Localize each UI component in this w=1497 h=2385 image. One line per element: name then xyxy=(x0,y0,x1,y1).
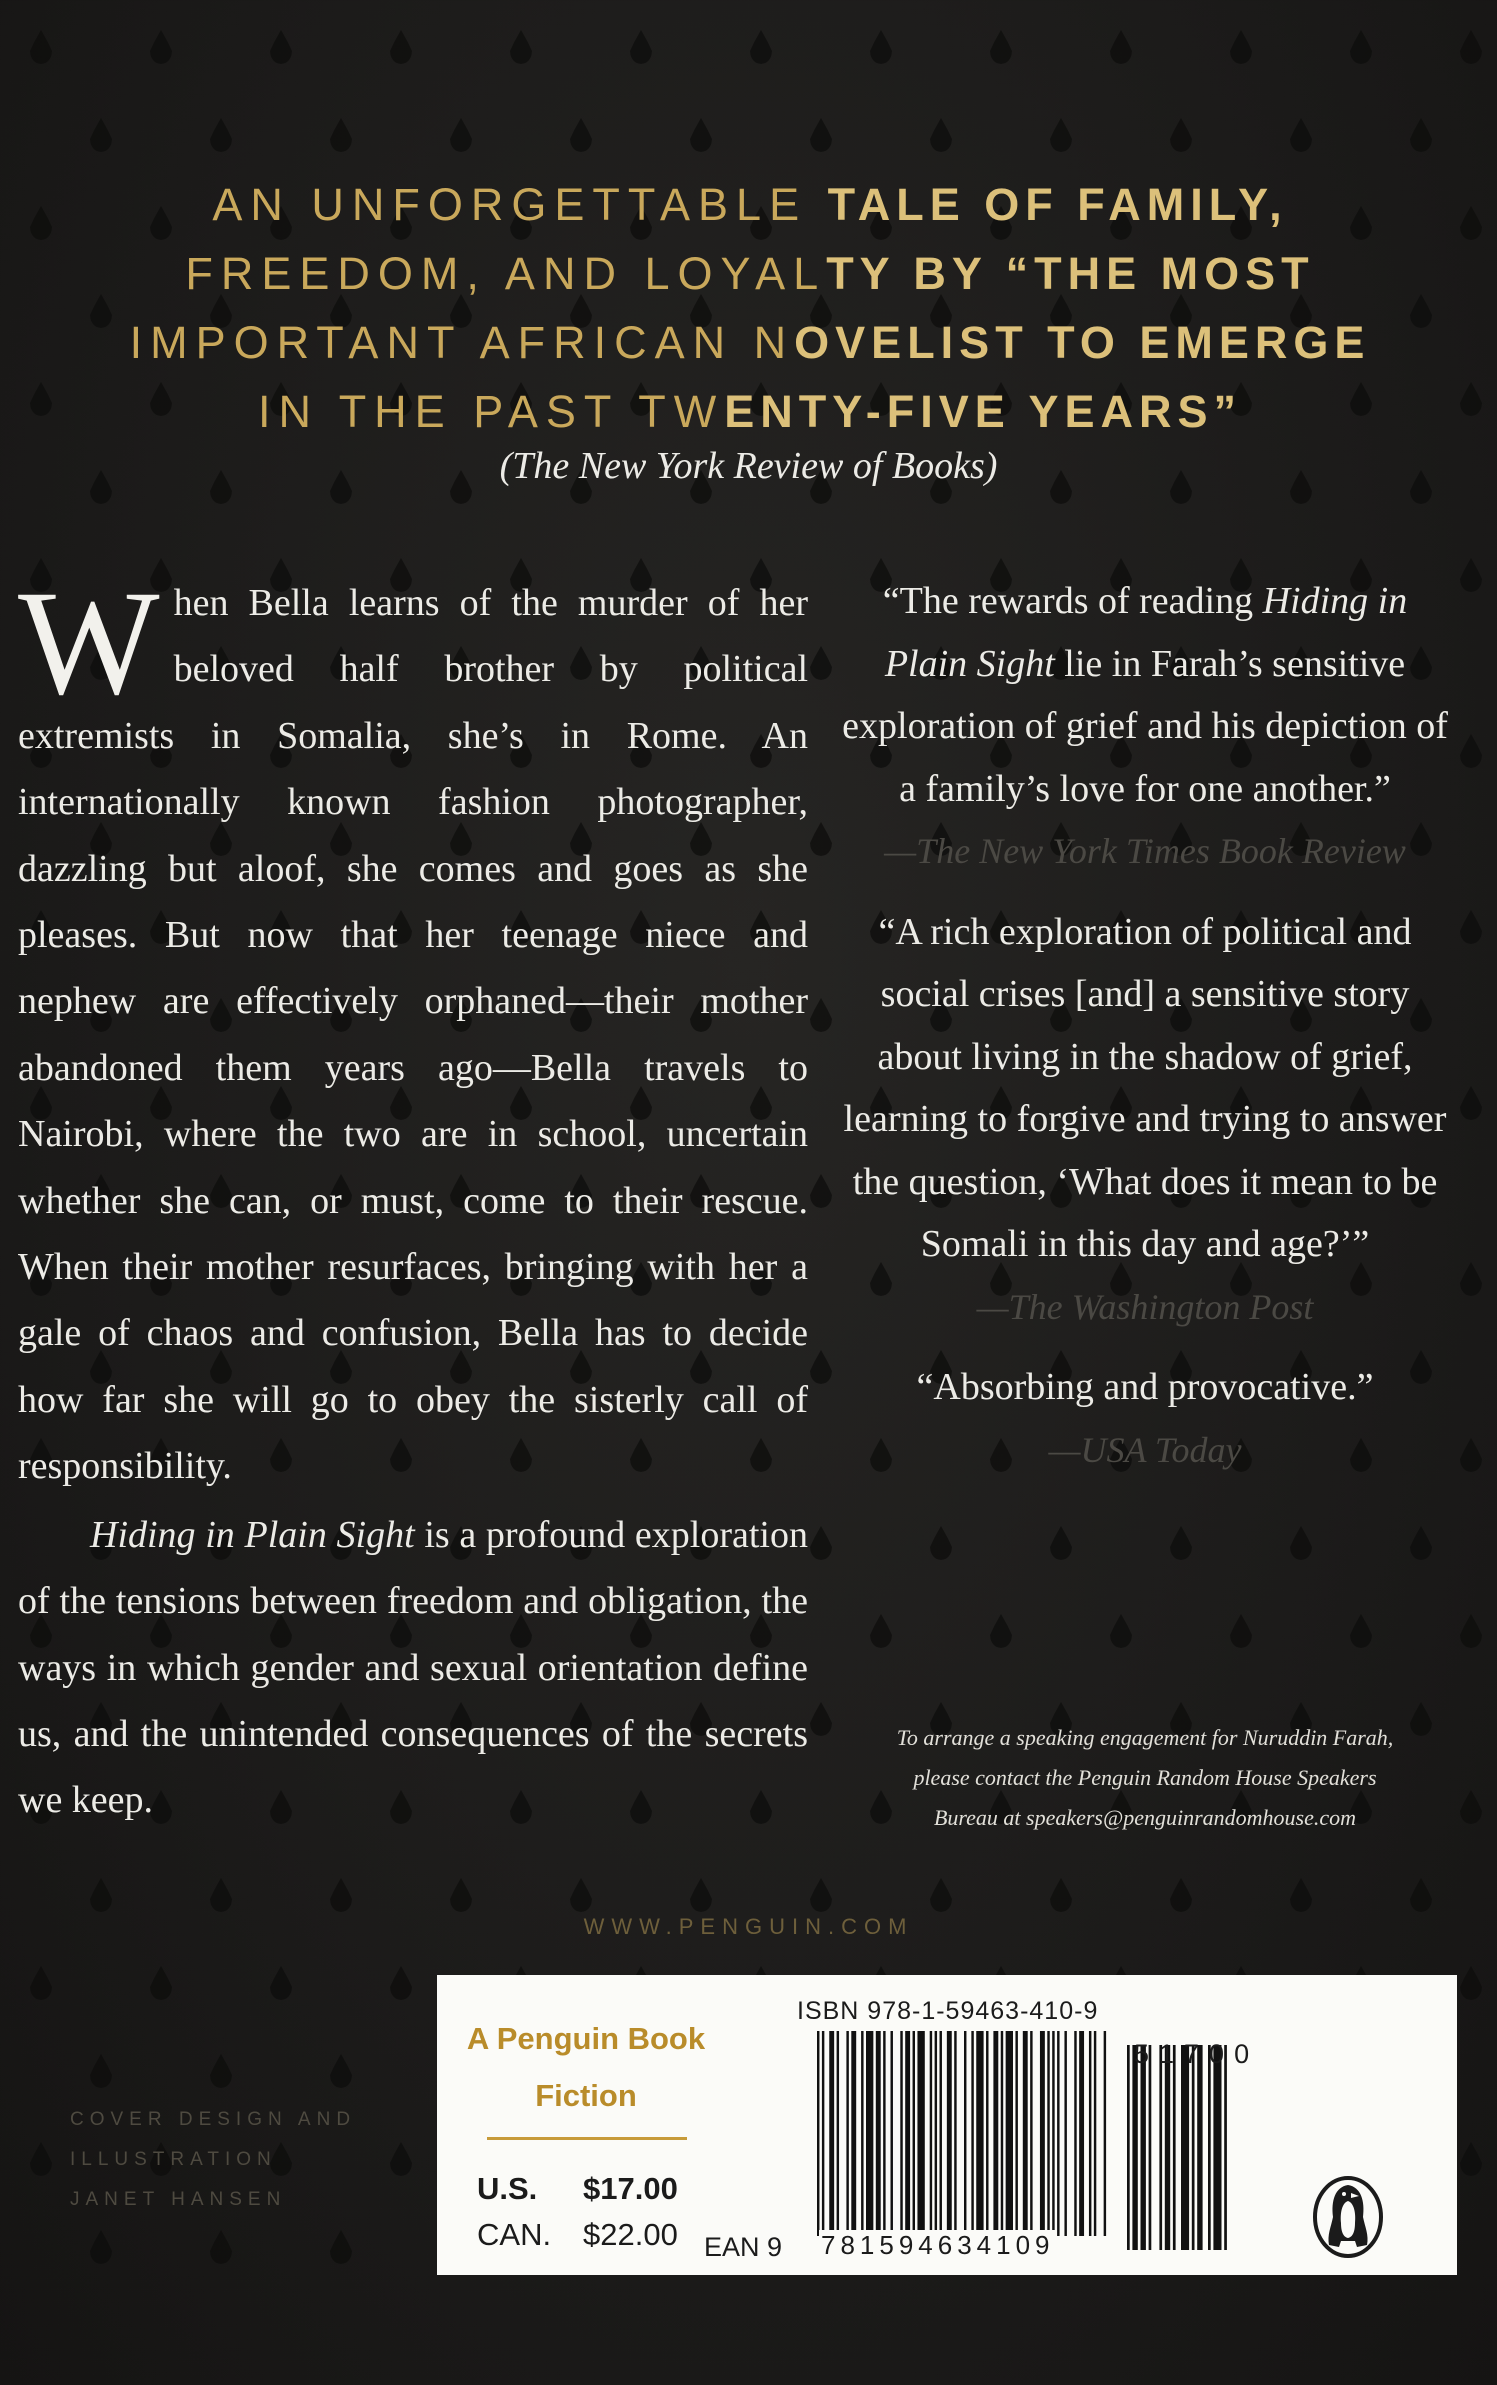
raindrop xyxy=(1290,118,1312,152)
barcode-bar xyxy=(1141,2045,1146,2250)
credit-line-2: ILLUSTRATION xyxy=(70,2149,277,2170)
barcode-bar xyxy=(993,2031,998,2236)
raindrop xyxy=(1230,1614,1252,1648)
description-paragraph-1 xyxy=(18,560,808,1500)
raindrop xyxy=(870,1614,892,1648)
barcode-bar xyxy=(1040,2031,1045,2236)
barcode-bar xyxy=(1197,2045,1202,2250)
barcode-bar xyxy=(1064,2031,1066,2236)
barcode-bar xyxy=(1079,2031,1084,2236)
raindrop xyxy=(30,206,52,240)
review-quote-2: “A rich exploration of political and social crises [and] a sensitive story about living in the shadow of grief, learning to forgive and trying to answer the question, ‘What does it mean to be Somali in this day and age?’” xyxy=(843,910,1447,1265)
raindrop xyxy=(90,118,112,152)
isbn-number: ISBN 978-1-59463-410-9 xyxy=(797,1997,1099,2025)
raindrop xyxy=(1290,1878,1312,1912)
barcode-bar xyxy=(1052,2031,1054,2236)
raindrop xyxy=(1170,1526,1192,1560)
raindrop xyxy=(210,118,232,152)
review-source-3: —USA Today xyxy=(1048,1429,1242,1470)
raindrop xyxy=(390,30,412,64)
raindrop xyxy=(330,2230,352,2264)
raindrop xyxy=(90,2230,112,2264)
barcode-bar xyxy=(851,2031,856,2236)
barcode-bar xyxy=(1023,2031,1028,2236)
raindrop xyxy=(1460,2142,1482,2176)
raindrop xyxy=(270,1966,292,2000)
raindrop xyxy=(1410,1878,1432,1912)
raindrop xyxy=(150,1966,172,2000)
barcode-bar xyxy=(891,2031,893,2236)
speaking-line-1: To arrange a speaking engagement for Nuruddin Farah, xyxy=(896,1725,1394,1750)
raindrop xyxy=(930,118,952,152)
us-price-row xyxy=(477,2171,678,2207)
can-label: CAN. xyxy=(477,2217,552,2252)
raindrop xyxy=(570,1878,592,1912)
raindrop xyxy=(210,2054,232,2088)
cover-credit xyxy=(70,2100,370,2220)
tagline xyxy=(80,170,1420,446)
tagline-line2-a: FREEDOM, AND LOYAL xyxy=(185,248,827,299)
barcode-bar xyxy=(817,2031,819,2236)
raindrop xyxy=(330,2054,352,2088)
barcode-bar xyxy=(1192,2045,1195,2250)
raindrop xyxy=(810,1702,832,1736)
barcode-bar xyxy=(1165,2045,1170,2250)
us-label: U.S. xyxy=(477,2171,538,2206)
raindrop xyxy=(1460,1966,1482,2000)
barcode-bar xyxy=(866,2031,873,2236)
can-price-row xyxy=(477,2217,678,2253)
raindrop xyxy=(30,30,52,64)
credit-line-1: COVER DESIGN AND xyxy=(70,2109,357,2130)
us-price: $17.00 xyxy=(583,2171,678,2206)
raindrop xyxy=(810,1526,832,1560)
raindrop xyxy=(630,30,652,64)
raindrop xyxy=(810,118,832,152)
barcode-bar xyxy=(1173,2045,1176,2250)
raindrop xyxy=(210,2230,232,2264)
barcode-bar xyxy=(822,2031,824,2236)
raindrop xyxy=(1290,1526,1312,1560)
barcode-bar xyxy=(913,2031,915,2236)
quote-1-title: Hiding in Plain Sight xyxy=(884,580,1408,685)
raindrop xyxy=(1350,30,1372,64)
tagline-line2-b: TY BY “THE MOST xyxy=(826,248,1315,299)
ean-label: EAN 9 xyxy=(704,2232,783,2262)
raindrop xyxy=(1050,118,1072,152)
book-description xyxy=(18,560,808,1836)
review-quotes xyxy=(840,570,1450,1511)
raindrop xyxy=(390,2142,412,2176)
barcode-bar xyxy=(837,2031,839,2236)
drop-cap: W xyxy=(18,560,160,726)
can-price: $22.00 xyxy=(583,2217,678,2252)
barcode-bar xyxy=(883,2031,885,2236)
raindrop xyxy=(90,2054,112,2088)
review-quote-1 xyxy=(840,570,1450,820)
tagline-line1-b: TALE OF FAMILY, xyxy=(827,179,1288,230)
barcode-bar xyxy=(905,2031,910,2236)
raindrop xyxy=(1110,30,1132,64)
raindrop xyxy=(810,1878,832,1912)
raindrop xyxy=(1460,382,1482,416)
raindrop xyxy=(150,30,172,64)
barcode-bar xyxy=(1104,2031,1106,2236)
raindrop xyxy=(990,1614,1012,1648)
raindrop xyxy=(570,118,592,152)
raindrop xyxy=(210,1878,232,1912)
raindrop xyxy=(330,118,352,152)
barcode-bar xyxy=(1001,2031,1003,2236)
tagline-attribution: (The New York Review of Books) xyxy=(499,445,998,487)
raindrop xyxy=(450,1878,472,1912)
raindrop xyxy=(810,998,832,1032)
raindrop xyxy=(1460,30,1482,64)
raindrop xyxy=(90,1878,112,1912)
ean-barcode xyxy=(817,2031,1117,2236)
raindrop xyxy=(270,30,292,64)
genre-label: Fiction xyxy=(535,2078,637,2113)
raindrop xyxy=(510,30,532,64)
description-paragraph-2 xyxy=(18,1502,808,1834)
quote-1-after: lie in Farah’s sensitive exploration of grief and his depiction of a family’s love for one another.” xyxy=(842,642,1448,810)
barcode-bar xyxy=(940,2031,942,2236)
raindrop xyxy=(1410,1526,1432,1560)
barcode-bar xyxy=(1047,2031,1049,2236)
barcode-bar xyxy=(954,2031,956,2236)
barcode-bar xyxy=(986,2031,988,2236)
raindrop xyxy=(1460,1614,1482,1648)
price-addon-barcode xyxy=(1127,2045,1262,2250)
raindrop xyxy=(1110,1614,1132,1648)
raindrop xyxy=(690,1878,712,1912)
raindrop xyxy=(870,30,892,64)
raindrop xyxy=(750,30,772,64)
raindrop xyxy=(1410,118,1432,152)
raindrop xyxy=(1460,206,1482,240)
barcode-bar xyxy=(1006,2031,1013,2236)
barcode-bar xyxy=(1213,2045,1221,2250)
raindrop xyxy=(690,118,712,152)
penguin-logo-icon xyxy=(1311,2175,1385,2259)
raindrop xyxy=(1460,734,1482,768)
barcode-bar xyxy=(1094,2031,1096,2236)
raindrop xyxy=(1460,910,1482,944)
barcode-bar xyxy=(846,2031,848,2236)
raindrop xyxy=(1170,1878,1192,1912)
raindrop xyxy=(390,1966,412,2000)
raindrop xyxy=(810,646,832,680)
speaking-line-2: please contact the Penguin Random House Speakers xyxy=(913,1765,1377,1790)
raindrop xyxy=(810,822,832,856)
raindrop xyxy=(330,1878,352,1912)
raindrop xyxy=(930,1878,952,1912)
barcode-bar xyxy=(1074,2031,1076,2236)
barcode-bar xyxy=(1149,2045,1152,2250)
raindrop xyxy=(30,382,52,416)
raindrop xyxy=(1460,1438,1482,1472)
barcode-bar xyxy=(1159,2045,1162,2250)
tagline-line1-a: AN UNFORGETTABLE xyxy=(212,179,828,230)
barcode-bar xyxy=(1181,2045,1189,2250)
raindrop xyxy=(990,30,1012,64)
raindrop xyxy=(1230,30,1252,64)
raindrop xyxy=(1460,1790,1482,1824)
price-barcode-box xyxy=(437,1975,1457,2275)
raindrop xyxy=(30,2142,52,2176)
description-text-1: hen Bella learns of the murder of her beloved half brother by political extremists in Somalia, she’s in Rome. An internationally known fashion photographer, dazzling but aloof, she comes and goes as she pleases. But now that her teenage niece and nephew are effectively orphaned—their mother abandoned them years ago—Bella travels to Nairobi, where the two are in school, uncertain whether she can, or must, come to their rescue. When their mother resurfaces, bringing with her a gale of chaos and confusion, Bella has to decide how far she will go to obey the sisterly call of responsibility. xyxy=(18,582,808,1488)
barcode-bar xyxy=(964,2031,966,2236)
barcode-bar xyxy=(971,2031,973,2236)
addon-digits: 51700 xyxy=(1134,2039,1260,2069)
publisher-label: A Penguin Book xyxy=(466,2021,706,2056)
divider xyxy=(487,2137,687,2140)
barcode-bar xyxy=(1089,2031,1091,2236)
barcode-digits: 781594634109 xyxy=(821,2230,1055,2260)
barcode-bar xyxy=(1127,2045,1130,2250)
credit-line-3: JANET HANSEN xyxy=(70,2189,287,2210)
raindrop xyxy=(1460,1262,1482,1296)
barcode-bar xyxy=(861,2031,863,2236)
review-source-1: —The New York Times Book Review xyxy=(884,831,1406,871)
raindrop xyxy=(1050,1878,1072,1912)
review-source-2: —The Washington Post xyxy=(976,1286,1314,1327)
barcode-bar xyxy=(1030,2031,1032,2236)
review-quote-3: “Absorbing and provocative.” xyxy=(916,1366,1374,1408)
speaking-line-3: Bureau at speakers@penguinrandomhouse.com xyxy=(933,1805,1357,1830)
tagline-line4-a: IN THE PAST TW xyxy=(258,386,725,437)
description-book-title: Hiding in Plain Sight xyxy=(90,1513,415,1556)
barcode-bar xyxy=(1057,2031,1059,2236)
barcode-bar xyxy=(935,2031,937,2236)
raindrop xyxy=(1350,1614,1372,1648)
tagline-line3-b: OVELIST TO EMERGE xyxy=(794,317,1371,368)
raindrop xyxy=(810,1174,832,1208)
quote-1-before: “The rewards of reading xyxy=(882,580,1263,622)
barcode-bar xyxy=(1224,2045,1227,2250)
barcode-bar xyxy=(930,2031,932,2236)
barcode-bar xyxy=(976,2031,983,2236)
barcode-bar xyxy=(900,2031,902,2236)
raindrop xyxy=(1050,1526,1072,1560)
raindrop xyxy=(810,1350,832,1384)
raindrop xyxy=(1460,558,1482,592)
raindrop xyxy=(930,1526,952,1560)
barcode-bar xyxy=(1132,2045,1137,2250)
website-url: WWW.PENGUIN.COM xyxy=(583,1914,914,1939)
speakers-bureau-note xyxy=(840,1718,1450,1838)
barcode-bar xyxy=(947,2031,952,2236)
raindrop xyxy=(1170,118,1192,152)
barcode-bar xyxy=(829,2031,834,2236)
raindrop xyxy=(450,118,472,152)
tagline-line4-b: ENTY-FIVE YEARS” xyxy=(724,386,1242,437)
raindrop xyxy=(30,1966,52,2000)
tagline-line3-a: IMPORTANT AFRICAN N xyxy=(129,317,795,368)
description-text-2: is a profound exploration of the tensions between freedom and obligation, the ways in which gender and sexual orientation define us, and the unintended consequences of the secrets we keep. xyxy=(18,1513,808,1822)
barcode-bar xyxy=(876,2031,881,2236)
barcode-bar xyxy=(917,2031,924,2236)
raindrop xyxy=(1460,1086,1482,1120)
barcode-bar xyxy=(1015,2031,1017,2236)
barcode-bar xyxy=(1208,2045,1211,2250)
